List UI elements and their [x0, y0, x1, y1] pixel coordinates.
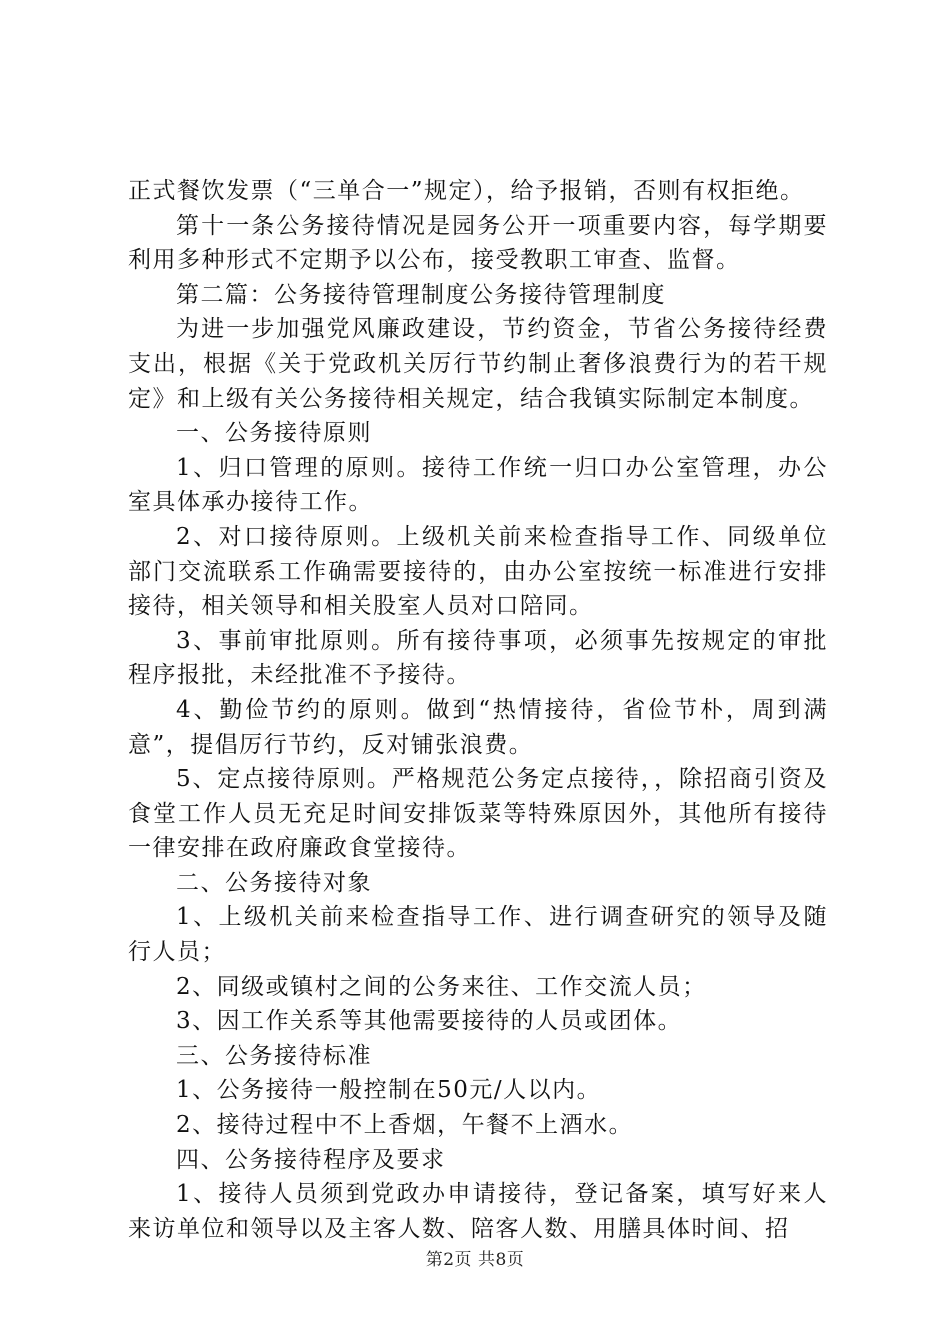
heading-principles: 一、公务接待原则: [176, 420, 372, 447]
paragraph-16: 1、公务接待一般控制在50元/人以内。: [176, 1077, 602, 1104]
paragraph-13: 2、同级或镇村之间的公务来往、工作交流人员；: [176, 973, 707, 1000]
heading-standards: 三、公务接待标准: [176, 1042, 372, 1069]
paragraph-10: 5、定点接待原则。严格规范公务定点接待，，除招商引资及食堂工作人员无充足时间安排饭菜等特殊原因外，其他所有接待一律安排在政府廉政食堂接待。: [128, 766, 828, 862]
paragraph-7: 2、对口接待原则。上级机关前来检查指导工作、同级单位部门交流联系工作确需要接待的，由办公室按统一标准进行安排接待，相关领导和相关股室人员对口陪同。: [128, 523, 828, 620]
paragraph-17: 2、接待过程中不上香烟，午餐不上酒水。: [176, 1112, 634, 1139]
page-number-footer: 第2页 共8页: [425, 1250, 525, 1270]
paragraph-1: 正式餐饮发票（“三单合一”规定），给予报销，否则有权拒绝。: [128, 178, 805, 204]
paragraph-9: 4、勤俭节约的原则。做到“热情接待，省俭节朴，周到满意”，提倡厉行节约，反对铺张浪费。: [128, 696, 828, 758]
paragraph-8: 3、事前审批原则。所有接待事项，必须事先按规定的审批程序报批，未经批准不予接待。: [128, 627, 828, 689]
paragraph-14: 3、因工作关系等其他需要接待的人员或团体。: [176, 1008, 683, 1035]
heading-procedures: 四、公务接待程序及要求: [176, 1146, 446, 1173]
paragraph-4: 为进一步加强党风廉政建设，节约资金，节省公务接待经费支出，根据《关于党政机关厉行节约制止奢侈浪费行为的若干规定》和上级有关公务接待相关规定，结合我镇实际制定本制度。: [128, 316, 828, 412]
heading-targets: 二、公务接待对象: [176, 869, 372, 896]
paragraph-6: 1、归口管理的原则。接待工作统一归口办公室管理，办公室具体承办接待工作。: [128, 454, 828, 516]
paragraph-2: 第十一条公务接待情况是园务公开一项重要内容，每学期要利用多种形式不定期予以公布，接受教职工审查、监督。: [128, 212, 828, 274]
document-body: [128, 174, 828, 1246]
paragraph-19: 1、接待人员须到党政办申请接待，登记备案，填写好来人来访单位和领导以及主客人数、陪客人数、用膳具体时间、招: [128, 1181, 828, 1242]
section-heading-part-two: 第二篇：公务接待管理制度公务接待管理制度: [176, 281, 666, 308]
paragraph-12: 1、上级机关前来检查指导工作、进行调查研究的领导及随行人员；: [128, 904, 828, 966]
